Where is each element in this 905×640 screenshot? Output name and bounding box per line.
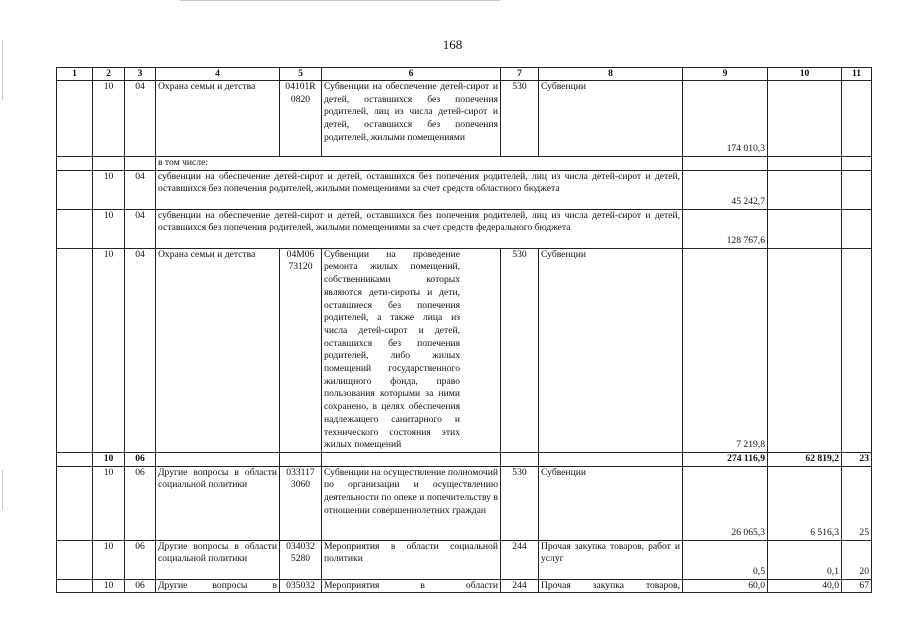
- cell-name: Другие вопросы в области социальной политики: [156, 466, 280, 540]
- cell-amount: 0,5: [683, 540, 768, 579]
- cell: [539, 452, 683, 466]
- table-row: [57, 170, 872, 209]
- cell-type-name: Субвенции: [539, 466, 683, 540]
- column-header: 2: [93, 68, 125, 81]
- column-header: 9: [683, 68, 768, 81]
- cell: [768, 209, 842, 248]
- cell-amount-executed: 40,0: [768, 579, 842, 593]
- cell-subsection: 04: [125, 209, 156, 248]
- cell-percent: 25: [842, 466, 872, 540]
- cell-section: 10: [93, 579, 125, 593]
- cell-percent: 20: [842, 540, 872, 579]
- cell-description: субвенции на обеспечение детей-сирот и детей, оставшихся без попечения родителей, лиц из числа детей-сирот и детей, оставшихся без попечения родителей, жилыми помещениями за счет средств областного бюджета: [156, 170, 683, 209]
- cell-name: в том числе:: [156, 157, 280, 171]
- cell-name: Охрана семьи и детства: [156, 248, 280, 452]
- cell-amount-executed: [768, 81, 842, 157]
- cell-percent: 67: [842, 579, 872, 593]
- cell-type-name: Прочая закупка товаров, работ и услуг: [539, 540, 683, 579]
- cell-description: Субвенции на обеспечение детей-сирот и детей, оставшихся без попечения родителей, лиц из числа детей-сирот и детей, оставшихся без попечения родителей, жилыми помещениями: [322, 81, 501, 157]
- cell-type-name: Субвенции: [539, 248, 683, 452]
- cell-amount: 174 010,3: [683, 81, 768, 157]
- cell: [768, 157, 842, 171]
- cell: [842, 248, 872, 452]
- table-row: [57, 81, 872, 157]
- cell-name: Охрана семьи и детства: [156, 81, 280, 157]
- subtotal-row: [57, 452, 872, 466]
- cell-type-code: 530: [501, 248, 539, 452]
- cell-amount-executed: 0,1: [768, 540, 842, 579]
- cell-description: Мероприятия в области: [322, 579, 501, 593]
- cell-code: 04М06 73120: [280, 248, 322, 452]
- table-row: [57, 466, 872, 540]
- cell: [57, 209, 93, 248]
- cell-amount: 60,0: [683, 579, 768, 593]
- cell-description: Мероприятия в области социальной политики: [322, 540, 501, 579]
- cell: [768, 248, 842, 452]
- column-header: 8: [539, 68, 683, 81]
- cell-amount: 128 767,6: [683, 209, 768, 248]
- cell-amount: 45 242,7: [683, 170, 768, 209]
- cell-subsection: 06: [125, 540, 156, 579]
- cell: [842, 157, 872, 171]
- column-header: 4: [156, 68, 280, 81]
- cell-amount: 7 219,8: [683, 248, 768, 452]
- cell-subsection: 06: [125, 466, 156, 540]
- cell: [57, 452, 93, 466]
- cell-code: 04101R 0820: [280, 81, 322, 157]
- cell-subsection: 04: [125, 81, 156, 157]
- cell: [280, 157, 683, 171]
- cell: [125, 157, 156, 171]
- column-numbers-row: [57, 68, 872, 81]
- cell-amount: 26 065,3: [683, 466, 768, 540]
- cell-percent: 23: [842, 452, 872, 466]
- cell-section: 10: [93, 452, 125, 466]
- cell: [93, 157, 125, 171]
- cell-type-name: Прочая закупка товаров,: [539, 579, 683, 593]
- column-header: 11: [842, 68, 872, 81]
- cell-code: 035032: [280, 579, 322, 593]
- cell: [501, 452, 539, 466]
- cell-type-code: 244: [501, 540, 539, 579]
- cell: [57, 540, 93, 579]
- table-row: [57, 540, 872, 579]
- cell: [280, 452, 322, 466]
- page-number: 168: [442, 37, 463, 52]
- cell: [57, 81, 93, 157]
- table-row: [57, 209, 872, 248]
- cell-amount: 274 116,9: [683, 452, 768, 466]
- cell-type-code: 530: [501, 466, 539, 540]
- cell-subsection: 04: [125, 170, 156, 209]
- column-header: 3: [125, 68, 156, 81]
- cell-section: 10: [93, 81, 125, 157]
- cell-type-name: Субвенции: [539, 81, 683, 157]
- cell-amount-executed: 6 516,3: [768, 466, 842, 540]
- cell: [842, 209, 872, 248]
- cell: [57, 579, 93, 593]
- cell: [57, 170, 93, 209]
- cell-type-code: 530: [501, 81, 539, 157]
- cell: [683, 157, 768, 171]
- cell-section: 10: [93, 466, 125, 540]
- column-header: 10: [768, 68, 842, 81]
- column-header: 6: [322, 68, 501, 81]
- cell-code: 033117 3060: [280, 466, 322, 540]
- cell-description: Субвенции на проведение ремонта жилых помещений, собственниками которых являются дети-сироты и дети, оставшиеся без попечения родителей, а также лица из числа детей-сирот и детей, оставшихся без попечения родителей, либо жилых помещений государственного жилищного фонда, право пользования которыми за ними сохранено, в целях обеспечения надлежащего санитарного и технического состояния этих жилых помещений: [322, 248, 501, 452]
- cell-name: Другие вопросы в: [156, 579, 280, 593]
- scan-top-mark: [180, 0, 500, 1]
- column-header: 5: [280, 68, 322, 81]
- cell-description: субвенции на обеспечение детей-сирот и детей, оставшихся без попечения родителей, лиц из числа детей-сирот и детей, оставшихся без попечения родителей, жилыми помещениями за счет средств федерального бюджета: [156, 209, 683, 248]
- cell: [57, 248, 93, 452]
- cell: [322, 452, 501, 466]
- budget-table: [56, 67, 872, 593]
- table-row: [57, 579, 872, 593]
- cell: [57, 466, 93, 540]
- table-row: [57, 248, 872, 452]
- table-row: [57, 157, 872, 171]
- cell-subsection: 06: [125, 452, 156, 466]
- cell-section: 10: [93, 540, 125, 579]
- cell-subsection: 06: [125, 579, 156, 593]
- cell-percent: [842, 81, 872, 157]
- cell-description: Субвенции на осуществление полномочий по организации и осуществлению деятельности по опеке и попечительству в отношении совершеннолетних граждан: [322, 466, 501, 540]
- column-header: 1: [57, 68, 93, 81]
- cell: [768, 170, 842, 209]
- scan-edge-mark: [2, 470, 3, 510]
- column-header: 7: [501, 68, 539, 81]
- cell-section: 10: [93, 248, 125, 452]
- cell-code: 034032 5280: [280, 540, 322, 579]
- cell: [156, 452, 280, 466]
- cell-subsection: 04: [125, 248, 156, 452]
- cell-name: Другие вопросы в области социальной политики: [156, 540, 280, 579]
- cell-section: 10: [93, 170, 125, 209]
- cell-section: 10: [93, 209, 125, 248]
- cell: [57, 157, 93, 171]
- cell-type-code: 244: [501, 579, 539, 593]
- cell-amount-executed: 62 819,2: [768, 452, 842, 466]
- cell: [842, 170, 872, 209]
